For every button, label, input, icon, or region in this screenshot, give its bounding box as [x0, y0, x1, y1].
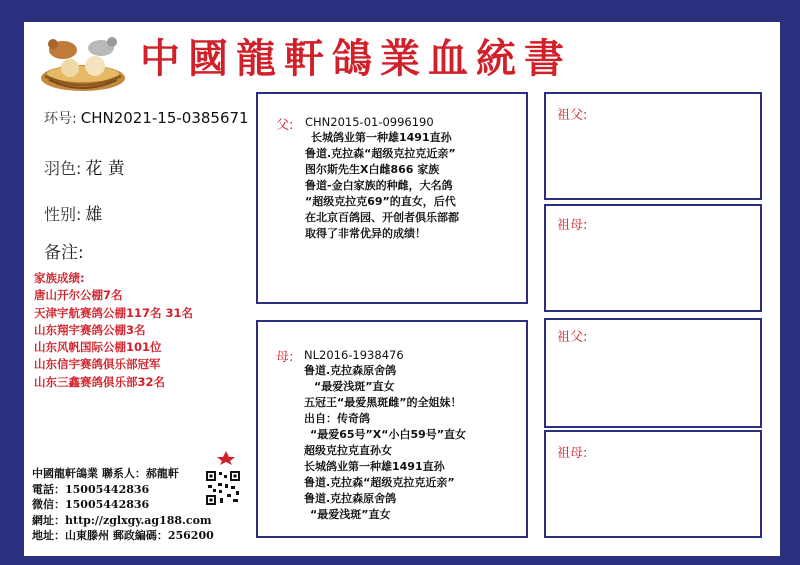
contact-address: 地址：山東滕州 郵政編碼：256200 [32, 529, 214, 542]
sex-label: 性别: [44, 205, 82, 224]
contact-phone: 電話：15005442836 [32, 482, 150, 496]
father-line: 取得了非常优异的成绩！ [305, 227, 426, 240]
contact-wechat: 微信：15005442836 [32, 498, 150, 511]
family-results [34, 270, 254, 391]
father-line: “超级克拉克69”的直女，后代 [305, 195, 456, 208]
family-result-item: 天津宇航赛鸽公棚117名 31名 [34, 305, 194, 320]
ring-number-value: CHN2021-15-0385671 [80, 109, 249, 127]
mother-line: 鲁道.克拉森原舍鸽 [304, 364, 397, 377]
feather-color-label: 羽色: [44, 159, 82, 178]
father-line: 鲁道.克拉森“超级克拉克近亲” [305, 147, 456, 160]
mother-line: 出自：传奇鸽 [304, 412, 370, 425]
notes-label: 备注: [44, 243, 84, 263]
family-result-item: 山东信宇赛鸽俱乐部冠军 [34, 357, 161, 372]
family-results-heading: 家族成绩: [34, 271, 85, 285]
family-result-item: 山东翔宇赛鸽公棚3名 [34, 322, 146, 337]
mother-line: “最爱65号”X“小白59号”直女 [310, 428, 467, 441]
father-line: 在北京百鸽园、开创者俱乐部都 [305, 211, 459, 224]
pigeon-basket-logo [35, 28, 130, 94]
father-ring: CHN2015-01-0996190 [305, 115, 434, 129]
mother-line: “最爱浅斑”直女 [310, 508, 391, 521]
ring-number-label: 环号: [44, 111, 77, 127]
mother-line: 五冠王“最爱黑斑雌”的全姐妹！ [304, 396, 462, 409]
mother-label: 母: [276, 350, 294, 365]
certificate-title: 中國龍軒鴿業血統書 [140, 35, 572, 82]
mother-line: 长城鸽业第一种雄1491直孙 [304, 460, 445, 473]
small-logo-icon [216, 450, 236, 466]
qr-code-icon [205, 470, 241, 506]
feather-color-field [44, 154, 125, 179]
father-line: 鲁道-金白家族的种雌，大名鸽 [305, 179, 453, 192]
father-label: 父: [276, 118, 294, 133]
mother-ring: NL2016-1938476 [304, 348, 404, 362]
mother-line: 鲁道.克拉森原舍鸽 [304, 492, 397, 505]
sex-field [44, 200, 102, 225]
paternal-grandmother-label: 祖母: [557, 218, 588, 233]
paternal-grandfather-label: 祖父: [557, 108, 588, 123]
contact-company: 中國龍軒鴿業 聯系人：郝龍軒 [32, 467, 179, 480]
mother-line: “最爱浅斑”直女 [314, 380, 395, 393]
family-result-item: 山东三鑫赛鸽俱乐部32名 [34, 374, 166, 389]
father-details [305, 114, 459, 242]
father-line: 长城鸽业第一种雄1491直孙 [311, 131, 452, 144]
feather-color-value: 花 黄 [85, 159, 125, 179]
maternal-grandfather-label: 祖父: [557, 330, 588, 345]
mother-line: 鲁道.克拉森“超级克拉克近亲” [304, 476, 455, 489]
family-result-item: 山东风帆国际公棚101位 [34, 340, 162, 355]
mother-line: 超级克拉克直孙女 [304, 444, 392, 457]
contact-website: 網址：http://zglxgy.ag188.com [32, 513, 212, 527]
ring-number-field [44, 108, 249, 128]
father-line: 图尔斯先生X白雌866 家族 [305, 163, 440, 176]
sex-value: 雄 [85, 205, 103, 225]
maternal-grandmother-label: 祖母: [557, 446, 588, 461]
mother-details [304, 347, 466, 523]
family-result-item: 唐山开尔公棚7名 [34, 288, 123, 303]
